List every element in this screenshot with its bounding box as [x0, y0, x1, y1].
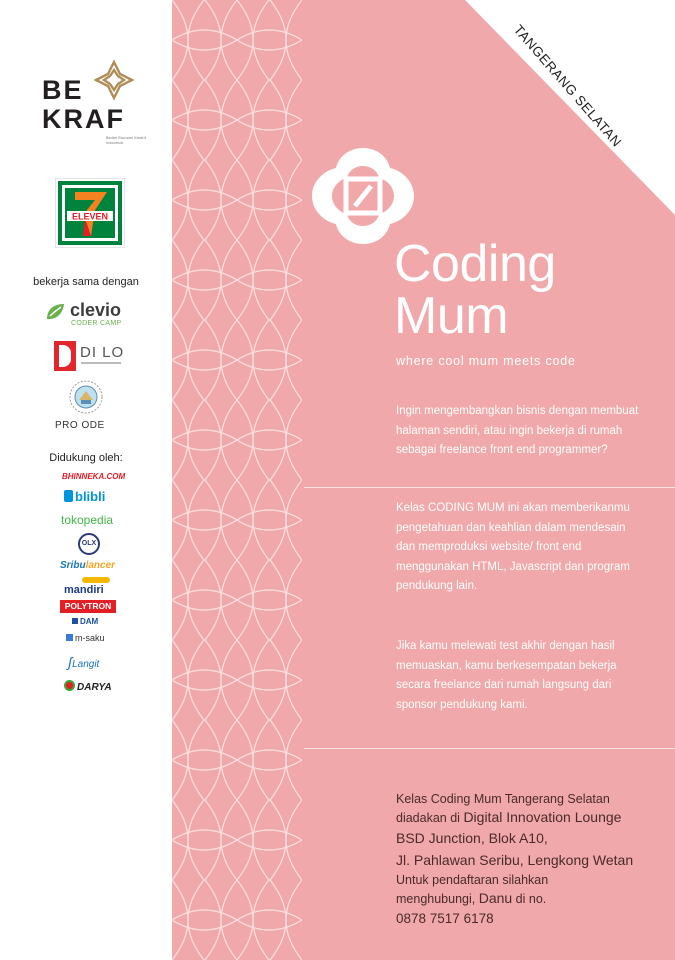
dam-logo: [72, 617, 98, 626]
ribbon-location: TANGERANG SELATAN: [510, 22, 625, 150]
bekraf-logo-line1: BE: [42, 75, 84, 105]
clevio-name: clevio: [70, 300, 122, 320]
blibli-bag-icon: [64, 490, 73, 502]
divider-top: [304, 487, 675, 488]
sribulancer-logo: [60, 560, 115, 571]
sribulancer-part1: Sribu: [60, 560, 86, 571]
info-line-3: BSD Junction, Blok A10,: [396, 830, 548, 846]
event-info: [396, 790, 666, 930]
polytron-logo: POLYTRON: [60, 600, 116, 613]
clevio-logo: [44, 300, 144, 330]
clevio-leaf-icon: [44, 301, 66, 323]
support-label: Didukung oleh:: [49, 452, 123, 464]
sribulancer-part2: lancer: [85, 560, 116, 571]
mandiri-name: mandiri: [64, 584, 104, 596]
dam-name: DAM: [80, 617, 99, 626]
msaku-square-icon: [66, 634, 73, 641]
partner-label: bekerja sama dengan: [33, 276, 139, 288]
coding-mum-logo-icon: [308, 146, 418, 246]
info-line-5: Untuk pendaftaran silahkan: [396, 873, 549, 887]
paragraph-opportunity: Jika kamu melewati test akhir dengan hasil memuaskan, kamu berkesempatan bekerja secara freelance dari rumah langsung dari sponsor pendukung kami.: [396, 640, 617, 711]
darya-flower-icon: [64, 680, 75, 691]
procode-badge-icon: [69, 380, 103, 414]
seven-eleven-text: ELEVEN: [71, 211, 109, 222]
info-venue: Digital Innovation Lounge: [463, 809, 622, 825]
info-phone: 0878 7517 6178: [396, 911, 494, 926]
sponsor-column: [0, 0, 172, 960]
info-contact-post: di no.: [515, 892, 547, 906]
blibli-logo: [64, 489, 105, 504]
info-line-4: Jl. Pahlawan Seribu, Lengkong Wetan: [396, 852, 634, 868]
paragraph-class: Kelas CODING MUM ini akan memberikanmu pengetahuan dan keahlian dalam mendesain dan memproduksi website/ front end menggunakan HTML, Javascript dan program pendukung lain.: [396, 502, 630, 592]
tagline: where cool mum meets code: [396, 354, 576, 368]
dilo-mark-icon: [54, 341, 76, 371]
mandiri-wave-icon: [82, 577, 110, 583]
blibli-name: blibli: [75, 489, 106, 504]
info-line-1: Kelas Coding Mum Tangerang Selatan: [396, 792, 610, 806]
title-coding: Coding: [394, 235, 556, 293]
info-line-6: [396, 889, 666, 908]
mandiri-logo: [64, 584, 104, 596]
langit-logo: [68, 654, 99, 670]
dilo-name: DI LO: [80, 344, 125, 361]
bekraf-subtitle: Badan Ekonomi Kreatif Indonesia: [106, 136, 146, 145]
bekraf-logo-line2: KRAF: [42, 104, 125, 134]
info-held-at: diadakan di: [396, 811, 460, 825]
info-contact-pre: menghubungi,: [396, 892, 476, 906]
msaku-name: m-saku: [75, 633, 105, 643]
info-line-2: [396, 808, 666, 827]
bekraf-star-icon: [94, 60, 134, 100]
langit-name: Langit: [72, 659, 100, 670]
info-contact-name: Danu: [478, 890, 513, 906]
paragraph-intro: Ingin mengembangkan bisnis dengan membuat halaman sendiri, atau ingin bekerja di rumah sebagai freelance front end programmer?: [396, 405, 639, 456]
procode-name: PRO ODE: [55, 420, 105, 431]
poster: [172, 0, 675, 960]
olx-logo: OLX: [78, 533, 100, 555]
dilo-logo: [54, 341, 134, 373]
bekraf-logo: [42, 60, 146, 165]
dilo-sub-rule: [81, 362, 121, 364]
langit-swoosh-icon: ʃ: [68, 654, 73, 670]
procode-logo: [55, 380, 125, 436]
seven-eleven-logo: [55, 178, 125, 248]
bhinneka-logo: BHINNEKA.COM: [62, 472, 126, 481]
darya-logo: [64, 680, 112, 693]
dam-square-icon: [72, 618, 78, 624]
clevio-sub: CODER CAMP: [71, 320, 122, 327]
darya-name: DARYA: [77, 682, 112, 693]
tokopedia-logo: tokopedia: [61, 513, 114, 527]
divider-bottom: [304, 748, 675, 749]
title-mum: Mum: [394, 287, 509, 345]
msaku-logo: [66, 633, 105, 643]
